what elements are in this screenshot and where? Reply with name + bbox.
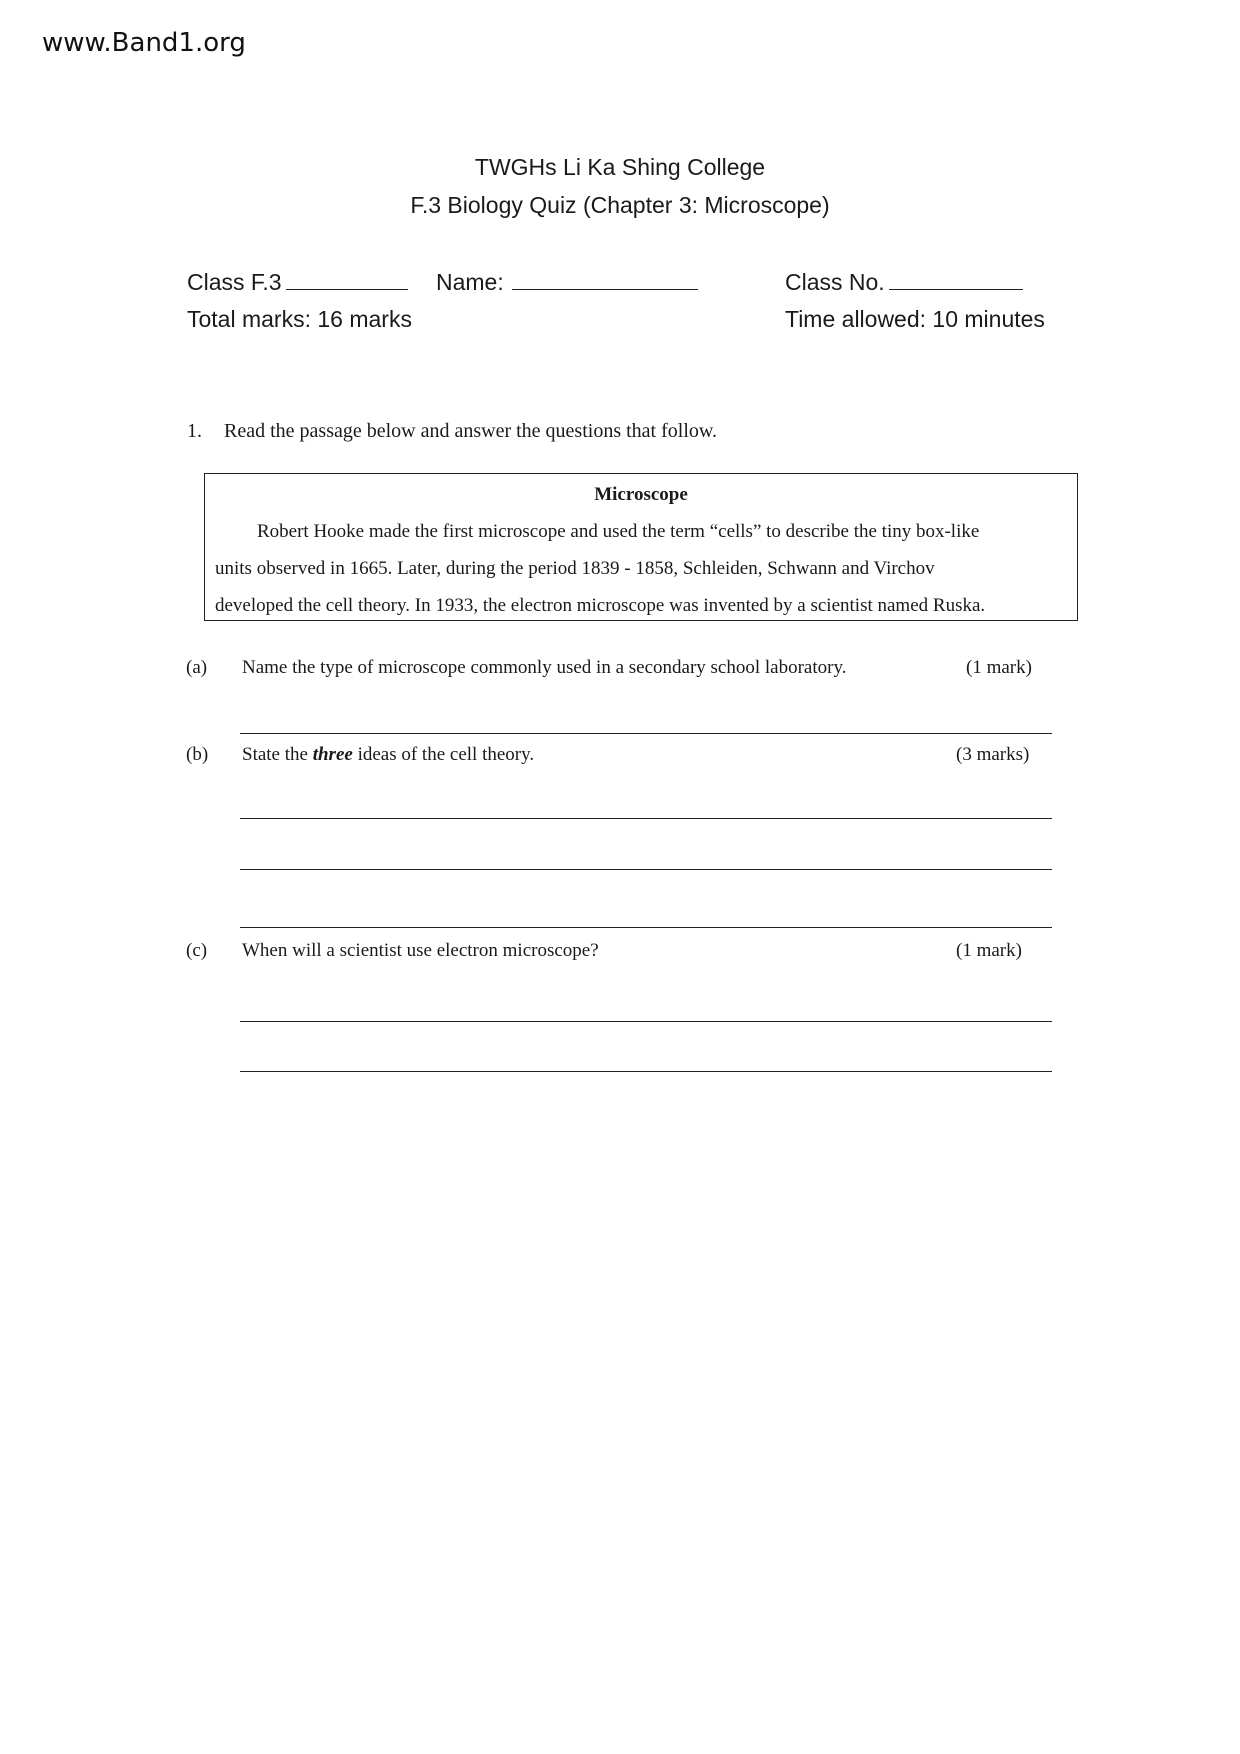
part-b-marks: (3 marks)	[956, 744, 1030, 765]
question-intro: Read the passage below and answer the questions that follow.	[224, 420, 718, 442]
class-no-label: Class No.	[785, 269, 885, 295]
class-field	[187, 269, 408, 296]
passage-line: developed the cell theory. In 1933, the electron microscope was invented by a scientist named Ruska.	[215, 595, 986, 616]
part-c-question: When will a scientist use electron microscope?	[242, 940, 599, 961]
answer-line	[240, 1021, 1052, 1022]
total-marks: Total marks: 16 marks	[187, 306, 412, 332]
watermark-text: www.Band1.org	[42, 28, 246, 58]
passage-line: Robert Hooke made the first microscope and used the term “cells” to describe the tiny box-like	[257, 521, 980, 542]
quiz-title: F.3 Biology Quiz (Chapter 3: Microscope)	[410, 192, 830, 218]
part-b-label: (b)	[186, 744, 209, 765]
answer-line	[240, 1071, 1052, 1072]
answer-line	[240, 927, 1052, 928]
name-field	[436, 269, 698, 296]
part-c-label: (c)	[186, 940, 208, 961]
part-c-marks: (1 mark)	[956, 940, 1022, 961]
part-a-label: (a)	[186, 657, 208, 678]
answer-line	[240, 733, 1052, 734]
part-b-text-before: State the	[242, 744, 313, 765]
answer-line	[240, 869, 1052, 870]
school-name: TWGHs Li Ka Shing College	[474, 154, 766, 180]
class-no-field	[785, 269, 1023, 296]
name-blank	[512, 269, 698, 290]
part-b-text-after: ideas of the cell theory.	[352, 744, 535, 765]
answer-line	[240, 818, 1052, 819]
part-a-marks: (1 mark)	[966, 657, 1032, 678]
part-b-emphasis: three	[312, 744, 353, 765]
name-label: Name:	[436, 269, 504, 295]
passage-box	[204, 473, 1078, 621]
passage-title: Microscope	[594, 484, 688, 505]
class-label: Class F.3	[187, 269, 282, 295]
question-number: 1.	[187, 420, 202, 442]
class-no-blank	[889, 269, 1023, 290]
part-a-question: Name the type of microscope commonly used in a secondary school laboratory.	[242, 657, 847, 678]
part-b-question	[242, 744, 534, 766]
time-allowed: Time allowed: 10 minutes	[785, 306, 1045, 332]
passage-line: units observed in 1665. Later, during the period 1839 - 1858, Schleiden, Schwann and Virchov	[215, 558, 935, 579]
class-blank	[286, 269, 408, 290]
